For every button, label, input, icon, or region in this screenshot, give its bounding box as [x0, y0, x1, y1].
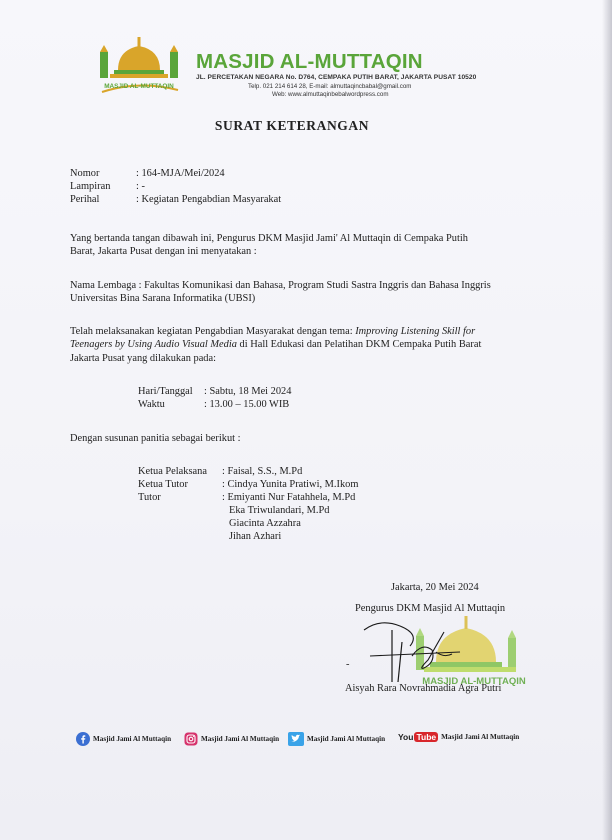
lembaga-line: Nama Lembaga : Fakultas Komunikasi dan Bahasa, Program Studi Sastra Inggris dan Bahasa Inggris	[70, 280, 491, 291]
perihal-label: Perihal	[70, 194, 100, 205]
hari-label: Hari/Tanggal	[138, 386, 193, 397]
waktu-label: Waktu	[138, 399, 165, 410]
intro-line: Yang bertanda tangan dibawah ini, Pengurus DKM Masjid Jami' Al Muttaqin di Cempaka Putih	[70, 233, 468, 244]
panitia-intro: Dengan susunan panitia sebagai berikut :	[70, 433, 241, 444]
ketua-tutor-value: : Cindya Yunita Pratiwi, M.Ikom	[222, 479, 359, 490]
org-website: Web: www.almuttaqinbebalwordpress.com	[272, 91, 389, 98]
ketua-tutor-label: Ketua Tutor	[138, 479, 188, 490]
lampiran-label: Lampiran	[70, 181, 111, 192]
org-address: JL. PERCETAKAN NEGARA No. D764, CEMPAKA PUTIH BARAT, JAKARTA PUSAT 10520	[196, 74, 477, 81]
kegiatan-text: Jakarta Pusat yang dilakukan pada:	[70, 352, 217, 364]
page-edge-shadow	[602, 0, 612, 840]
facebook-icon	[76, 732, 90, 746]
intro-line: Barat, Jakarta Pusat dengan ini menyatakan :	[70, 246, 257, 258]
logo-text: MASJID AL-MUTTAQIN	[104, 83, 174, 90]
youtube-link[interactable]	[398, 732, 519, 742]
stamp-text: MASJID AL-MUTTAQIN	[422, 676, 526, 687]
hari-value: : Sabtu, 18 Mei 2024	[204, 386, 292, 397]
nomor-value: : 164-MJA/Mei/2024	[136, 168, 225, 179]
tutor-label: Tutor	[138, 492, 161, 503]
org-name: MASJID AL-MUTTAQIN	[196, 50, 423, 73]
kegiatan-text: Telah melaksanakan kegiatan Pengabdian Masyarakat dengan tema:	[70, 326, 356, 337]
twitter-link[interactable]	[288, 732, 385, 746]
kegiatan-theme: Teenagers by Using Audio Visual Media	[70, 339, 237, 351]
lampiran-value: : -	[136, 181, 145, 192]
lembaga-paragraph	[70, 279, 491, 306]
nomor-label: Nomor	[70, 168, 100, 179]
youtube-label: Masjid Jami Al Muttaqin	[441, 733, 520, 741]
intro-paragraph	[70, 232, 468, 259]
kegiatan-text: di Hall Edukasi dan Pelatihan DKM Cempaka Putih Barat	[236, 339, 482, 351]
org-contact: Telp. 021 214 614 28, E-mail: almuttaqincbabal@gmail.com	[248, 83, 412, 90]
signatory-name: Aisyah Rara Novrahmadia Agra Putri	[345, 683, 502, 694]
ketua-pelaksana-label: Ketua Pelaksana	[138, 466, 207, 477]
youtube-icon	[398, 732, 438, 742]
instagram-link[interactable]	[184, 732, 279, 746]
youtube-icon-you: You	[398, 732, 414, 742]
facebook-link[interactable]	[76, 732, 171, 746]
instagram-icon	[184, 732, 198, 746]
ketua-pelaksana-value: : Faisal, S.S., M.Pd	[222, 466, 303, 477]
perihal-value: : Kegiatan Pengabdian Masyarakat	[136, 194, 282, 205]
document-title: SURAT KETERANGAN	[214, 118, 370, 133]
mosque-logo	[96, 34, 182, 98]
lembaga-line: Universitas Bina Sarana Informatika (UBSI)	[70, 293, 256, 305]
tutor-name: Eka Triwulandari, M.Pd	[229, 505, 330, 516]
youtube-icon-tube: Tube	[416, 732, 437, 742]
instagram-label: Masjid Jami Al Muttaqin	[201, 735, 280, 743]
kegiatan-paragraph	[70, 325, 481, 365]
tutor-name: Giacinta Azzahra	[229, 518, 301, 529]
facebook-label: Masjid Jami Al Muttaqin	[93, 735, 172, 743]
waktu-value: : 13.00 – 15.00 WIB	[204, 399, 290, 410]
tutor-name: Jihan Azhari	[229, 531, 282, 542]
place-date: Jakarta, 20 Mei 2024	[391, 582, 479, 593]
kegiatan-theme: Improving Listening Skill for	[355, 326, 476, 337]
signatory-role: Pengurus DKM Masjid Al Muttaqin	[355, 603, 506, 614]
signature-dash: -	[346, 659, 350, 670]
twitter-label: Masjid Jami Al Muttaqin	[307, 735, 386, 743]
twitter-icon	[288, 732, 304, 746]
tutor-name: : Emiyanti Nur Fatahhela, M.Pd	[222, 492, 356, 503]
